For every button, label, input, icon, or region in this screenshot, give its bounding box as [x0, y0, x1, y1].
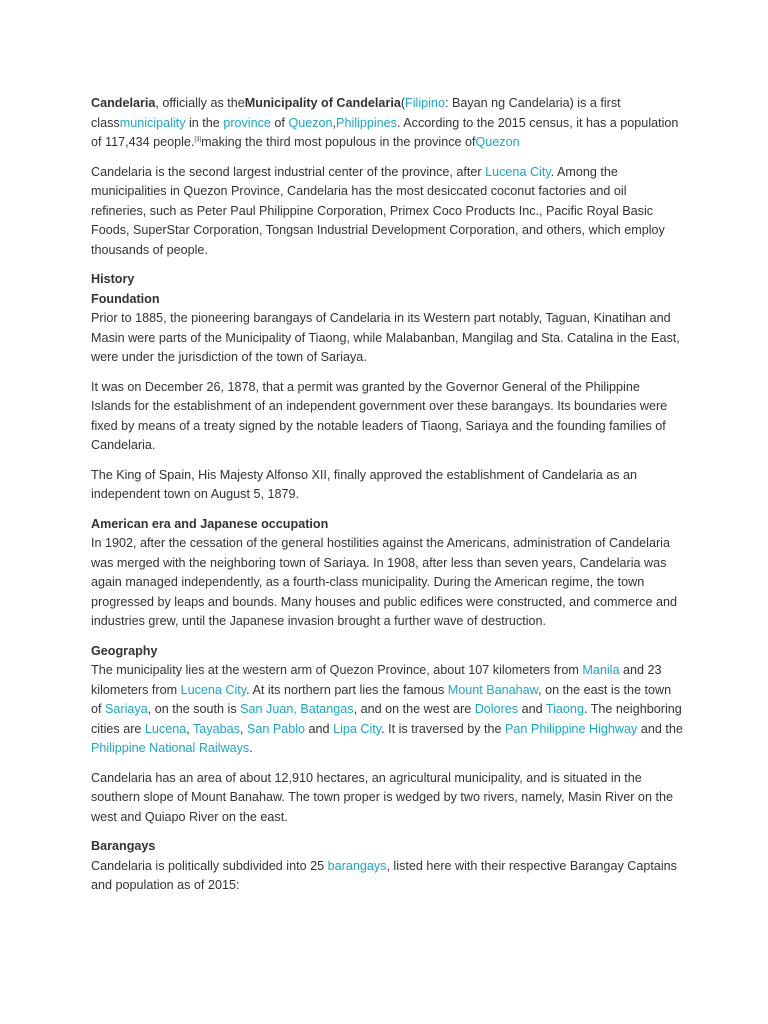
history-paragraph-2: It was on December 26, 1878, that a permit was granted by the Governor General of the Philippine Islands for the establishment of an independent government over these barangays. Its boundaries were fixed by means of a treaty signed by the notable leaders of Tiaong, Sariaya and the founding families of Candelaria. — [91, 379, 668, 452]
text: . — [249, 741, 253, 755]
text: . Among the municipalities in Quezon Province, Candelaria has the most desiccated coconut factories and oil refineries, such as Peter Paul Philippine Corporation, Primex Coco Products Inc., Pacific Royal Basic Foods, SuperStar Corporation, Tongsan Industrial Development Corporation, and others, which employ thousands of people. — [91, 164, 665, 257]
text: and 23 kilometers from — [91, 663, 662, 697]
barangays-paragraph — [91, 857, 683, 896]
citation-marker[interactable]: [3] — [194, 137, 202, 143]
text: , and on the west are — [353, 702, 475, 716]
text: and — [518, 702, 546, 716]
text: of — [270, 115, 289, 130]
geography-paragraph-2: Candelaria has an area of about 12,910 hectares, an agricultural municipality, and is situated in the southern slope of Mount Banahaw. The town proper is wedged by two rivers, namely, Masin River on the west and Quiapo River on the east. — [91, 770, 673, 824]
history-heading: History — [91, 272, 135, 286]
text: , on the east is the town of — [91, 682, 672, 716]
text: The municipality lies at the western arm of Quezon Province, about 107 kilometers from — [91, 663, 583, 677]
link-tayabas[interactable]: Tayabas — [193, 721, 240, 736]
link-province[interactable]: province — [223, 115, 271, 130]
link-pan-philippine-highway[interactable]: Pan Philippine Highway — [505, 721, 638, 736]
official-name: Municipality of Candelaria — [244, 96, 401, 110]
text: and — [305, 721, 334, 736]
american-era-paragraph: In 1902, after the cessation of the general hostilities against the Americans, administration of Candelaria was merged with the neighboring town of Sariaya. In 1908, after less than seven years, Candelaria was again managed independently, as a fourth-class municipality. During the American regime, the town progressed by leaps and bounds. Many houses and public edifices were constructed, and commerce and industries grew, until the Japanese invasion brought a further wave of destruction. — [91, 536, 677, 628]
history-paragraph-3: The King of Spain, His Majesty Alfonso XII, finally approved the establishment of Candelaria as an independent town on August 5, 1879. — [91, 467, 638, 501]
link-municipality[interactable]: municipality — [119, 115, 186, 130]
document-page — [91, 94, 683, 906]
text: . It is traversed by the — [381, 721, 506, 736]
intro-paragraph — [91, 94, 683, 153]
text: Candelaria is politically subdivided into 25 — [91, 858, 328, 873]
text: , listed here with their respective Barangay Captains and population as of 2015: — [91, 858, 677, 892]
text: . The neighboring cities are — [91, 702, 682, 736]
link-lipa-city[interactable]: Lipa City — [333, 721, 382, 736]
geography-paragraph-1 — [91, 661, 683, 759]
history-paragraph-1: Prior to 1885, the pioneering barangays of Candelaria in its Western part notably, Taguan, Kinatihan and Masin were parts of the Municipality of Tiaong, while Malabanban, Mangilag and Sta. Catalina in the East, were under the jurisdiction of the town of Sariaya. — [91, 311, 680, 364]
link-filipino[interactable]: Filipino — [405, 96, 445, 110]
link-quezon-2[interactable]: Quezon — [475, 135, 520, 149]
text: Candelaria is the second largest industrial center of the province, after — [91, 164, 486, 179]
link-lucena[interactable]: Lucena — [144, 721, 187, 736]
text: , — [186, 721, 194, 736]
barangays-heading: Barangays — [91, 839, 156, 853]
text: making the third most populous in the province of — [201, 135, 476, 149]
text: . At its northern part lies the famous — [246, 682, 448, 697]
link-philippines[interactable]: Philippines — [336, 115, 397, 130]
link-barangays[interactable]: barangays — [327, 858, 387, 873]
town-name: Candelaria — [91, 96, 156, 110]
link-quezon[interactable]: Quezon — [288, 115, 333, 130]
link-philippine-national-railways[interactable]: Philippine National Railways — [91, 741, 250, 755]
american-era-heading: American era and Japanese occupation — [91, 516, 329, 531]
link-dolores[interactable]: Dolores — [474, 702, 519, 716]
geography-heading: Geography — [91, 643, 158, 658]
text: : Bayan ng Candelaria) is a first class — [91, 96, 621, 130]
link-lucena-city[interactable]: Lucena City — [485, 164, 551, 179]
link-sariaya[interactable]: Sariaya — [105, 702, 148, 716]
text: , officially as the — [155, 96, 245, 110]
foundation-subheading: Foundation — [91, 291, 160, 306]
text: in the — [185, 115, 224, 130]
link-lucena-city-2[interactable]: Lucena City — [180, 682, 247, 697]
link-mount-banahaw[interactable]: Mount Banahaw — [447, 682, 539, 697]
text: , — [332, 115, 337, 130]
text: . According to the 2015 census, it has a population of 117,434 people. — [91, 115, 679, 149]
link-san-pablo[interactable]: San Pablo — [246, 721, 306, 736]
text: ( — [400, 96, 406, 110]
link-tiaong[interactable]: Tiaong — [545, 702, 584, 716]
link-san-juan-batangas[interactable]: San Juan, Batangas — [240, 702, 354, 716]
link-manila[interactable]: Manila — [582, 663, 620, 677]
text: , — [239, 721, 247, 736]
industry-paragraph — [91, 163, 683, 261]
text: , on the south is — [147, 702, 241, 716]
text: and the — [637, 721, 683, 736]
